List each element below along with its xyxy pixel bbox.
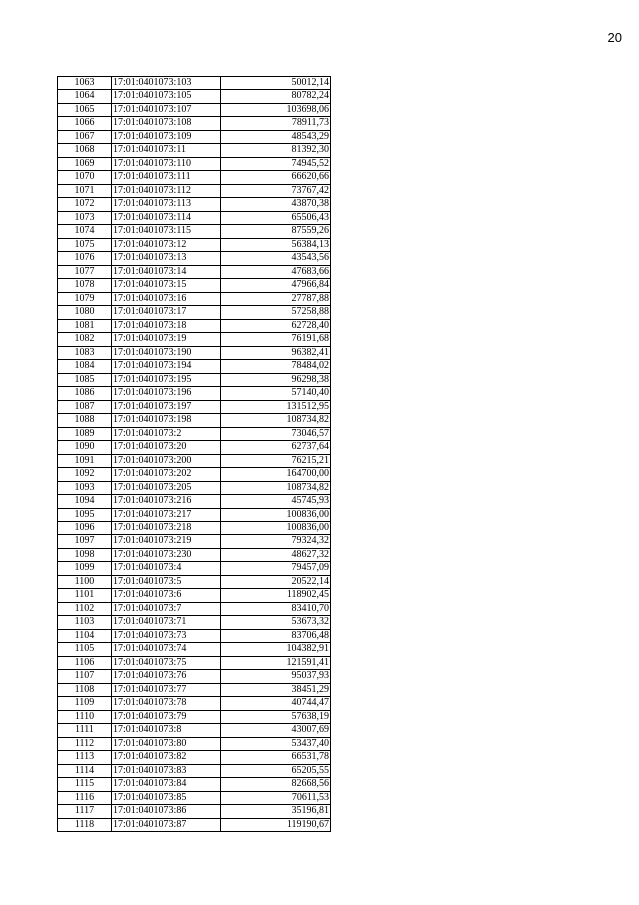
table-row [58, 171, 331, 184]
table-row [58, 225, 331, 238]
cadastral-value-cell: 83706,48 [221, 629, 331, 642]
cadastral-number-cell: 17:01:0401073:17 [112, 306, 221, 319]
row-number-cell: 1069 [58, 157, 112, 170]
cadastral-number-cell: 17:01:0401073:7 [112, 602, 221, 615]
row-number-cell: 1097 [58, 535, 112, 548]
cadastral-value-cell: 35196,81 [221, 805, 331, 818]
table-row [58, 454, 331, 467]
cadastral-value-cell: 48627,32 [221, 548, 331, 561]
cadastral-number-cell: 17:01:0401073:80 [112, 737, 221, 750]
cadastral-number-cell: 17:01:0401073:218 [112, 521, 221, 534]
cadastral-number-cell: 17:01:0401073:103 [112, 77, 221, 90]
row-number-cell: 1098 [58, 548, 112, 561]
cadastral-number-cell: 17:01:0401073:111 [112, 171, 221, 184]
table-row [58, 535, 331, 548]
cadastral-value-cell: 83410,70 [221, 602, 331, 615]
table-row [58, 818, 331, 831]
cadastral-value-cell: 43007,69 [221, 724, 331, 737]
row-number-cell: 1084 [58, 360, 112, 373]
table-row [58, 575, 331, 588]
cadastral-value-cell: 57140,40 [221, 387, 331, 400]
cadastral-number-cell: 17:01:0401073:202 [112, 468, 221, 481]
cadastral-value-cell: 66620,66 [221, 171, 331, 184]
cadastral-value-cell: 73767,42 [221, 184, 331, 197]
table-row [58, 211, 331, 224]
row-number-cell: 1107 [58, 670, 112, 683]
cadastral-value-cell: 100836,00 [221, 521, 331, 534]
table-row [58, 764, 331, 777]
row-number-cell: 1068 [58, 144, 112, 157]
row-number-cell: 1104 [58, 629, 112, 642]
cadastral-number-cell: 17:01:0401073:219 [112, 535, 221, 548]
cadastral-value-cell: 81392,30 [221, 144, 331, 157]
cadastral-number-cell: 17:01:0401073:78 [112, 697, 221, 710]
cadastral-number-cell: 17:01:0401073:110 [112, 157, 221, 170]
cadastral-number-cell: 17:01:0401073:2 [112, 427, 221, 440]
cadastral-number-cell: 17:01:0401073:76 [112, 670, 221, 683]
row-number-cell: 1078 [58, 279, 112, 292]
cadastral-number-cell: 17:01:0401073:198 [112, 414, 221, 427]
cadastral-value-cell: 47966,84 [221, 279, 331, 292]
table-row [58, 656, 331, 669]
row-number-cell: 1082 [58, 333, 112, 346]
cadastral-number-cell: 17:01:0401073:14 [112, 265, 221, 278]
table-row [58, 414, 331, 427]
row-number-cell: 1066 [58, 117, 112, 130]
cadastral-number-cell: 17:01:0401073:108 [112, 117, 221, 130]
cadastral-number-cell: 17:01:0401073:217 [112, 508, 221, 521]
cadastral-value-cell: 108734,82 [221, 481, 331, 494]
cadastral-value-cell: 43543,56 [221, 252, 331, 265]
row-number-cell: 1102 [58, 602, 112, 615]
table-row [58, 77, 331, 90]
cadastral-number-cell: 17:01:0401073:86 [112, 805, 221, 818]
row-number-cell: 1086 [58, 387, 112, 400]
cadastral-number-cell: 17:01:0401073:12 [112, 238, 221, 251]
table-row [58, 198, 331, 211]
row-number-cell: 1110 [58, 710, 112, 723]
cadastral-number-cell: 17:01:0401073:107 [112, 103, 221, 116]
row-number-cell: 1077 [58, 265, 112, 278]
table-row [58, 629, 331, 642]
cadastral-value-cell: 80782,24 [221, 90, 331, 103]
row-number-cell: 1092 [58, 468, 112, 481]
cadastral-value-cell: 74945,52 [221, 157, 331, 170]
row-number-cell: 1117 [58, 805, 112, 818]
row-number-cell: 1109 [58, 697, 112, 710]
cadastral-value-cell: 70611,53 [221, 791, 331, 804]
table-row [58, 238, 331, 251]
cadastral-number-cell: 17:01:0401073:195 [112, 373, 221, 386]
cadastral-value-cell: 95037,93 [221, 670, 331, 683]
cadastral-value-cell: 57638,19 [221, 710, 331, 723]
table-row [58, 157, 331, 170]
table-row [58, 292, 331, 305]
cadastral-value-cell: 56384,13 [221, 238, 331, 251]
cadastral-value-cell: 53437,40 [221, 737, 331, 750]
row-number-cell: 1114 [58, 764, 112, 777]
table-row [58, 306, 331, 319]
cadastral-value-cell: 62737,64 [221, 441, 331, 454]
row-number-cell: 1075 [58, 238, 112, 251]
cadastral-value-cell: 96382,41 [221, 346, 331, 359]
row-number-cell: 1090 [58, 441, 112, 454]
cadastral-value-cell: 40744,47 [221, 697, 331, 710]
page-number: 20 [607, 30, 622, 45]
row-number-cell: 1113 [58, 751, 112, 764]
cadastral-number-cell: 17:01:0401073:105 [112, 90, 221, 103]
row-number-cell: 1105 [58, 643, 112, 656]
cadastral-value-cell: 104382,91 [221, 643, 331, 656]
row-number-cell: 1093 [58, 481, 112, 494]
row-number-cell: 1096 [58, 521, 112, 534]
cadastral-value-cell: 62728,40 [221, 319, 331, 332]
cadastral-value-cell: 108734,82 [221, 414, 331, 427]
cadastral-number-cell: 17:01:0401073:85 [112, 791, 221, 804]
cadastral-value-cell: 65205,55 [221, 764, 331, 777]
cadastral-number-cell: 17:01:0401073:83 [112, 764, 221, 777]
table-row [58, 751, 331, 764]
table-row [58, 103, 331, 116]
cadastral-number-cell: 17:01:0401073:197 [112, 400, 221, 413]
table-row [58, 481, 331, 494]
table-row [58, 117, 331, 130]
cadastral-number-cell: 17:01:0401073:74 [112, 643, 221, 656]
cadastral-value-cell: 79457,09 [221, 562, 331, 575]
row-number-cell: 1065 [58, 103, 112, 116]
cadastral-value-cell: 47683,66 [221, 265, 331, 278]
table-row [58, 737, 331, 750]
row-number-cell: 1089 [58, 427, 112, 440]
cadastral-value-cell: 96298,38 [221, 373, 331, 386]
cadastral-value-cell: 43870,38 [221, 198, 331, 211]
row-number-cell: 1071 [58, 184, 112, 197]
row-number-cell: 1085 [58, 373, 112, 386]
cadastral-number-cell: 17:01:0401073:73 [112, 629, 221, 642]
row-number-cell: 1111 [58, 724, 112, 737]
row-number-cell: 1088 [58, 414, 112, 427]
table-row [58, 683, 331, 696]
row-number-cell: 1074 [58, 225, 112, 238]
cadastral-value-table [57, 76, 331, 832]
cadastral-number-cell: 17:01:0401073:216 [112, 495, 221, 508]
cadastral-number-cell: 17:01:0401073:200 [112, 454, 221, 467]
row-number-cell: 1079 [58, 292, 112, 305]
table-row [58, 468, 331, 481]
cadastral-value-cell: 78911,73 [221, 117, 331, 130]
cadastral-value-cell: 27787,88 [221, 292, 331, 305]
table-row [58, 265, 331, 278]
cadastral-number-cell: 17:01:0401073:20 [112, 441, 221, 454]
table-row [58, 90, 331, 103]
cadastral-number-cell: 17:01:0401073:6 [112, 589, 221, 602]
row-number-cell: 1099 [58, 562, 112, 575]
row-number-cell: 1106 [58, 656, 112, 669]
row-number-cell: 1067 [58, 130, 112, 143]
table-row [58, 252, 331, 265]
table-row [58, 441, 331, 454]
row-number-cell: 1108 [58, 683, 112, 696]
table-row [58, 400, 331, 413]
table-row [58, 710, 331, 723]
cadastral-value-cell: 48543,29 [221, 130, 331, 143]
cadastral-number-cell: 17:01:0401073:18 [112, 319, 221, 332]
row-number-cell: 1094 [58, 495, 112, 508]
cadastral-number-cell: 17:01:0401073:82 [112, 751, 221, 764]
table-row [58, 724, 331, 737]
cadastral-number-cell: 17:01:0401073:230 [112, 548, 221, 561]
cadastral-value-cell: 87559,26 [221, 225, 331, 238]
row-number-cell: 1101 [58, 589, 112, 602]
cadastral-value-cell: 103698,06 [221, 103, 331, 116]
cadastral-number-cell: 17:01:0401073:205 [112, 481, 221, 494]
row-number-cell: 1064 [58, 90, 112, 103]
row-number-cell: 1083 [58, 346, 112, 359]
cadastral-number-cell: 17:01:0401073:196 [112, 387, 221, 400]
row-number-cell: 1118 [58, 818, 112, 831]
cadastral-value-cell: 76191,68 [221, 333, 331, 346]
cadastral-value-cell: 76215,21 [221, 454, 331, 467]
row-number-cell: 1100 [58, 575, 112, 588]
cadastral-value-cell: 50012,14 [221, 77, 331, 90]
cadastral-number-cell: 17:01:0401073:11 [112, 144, 221, 157]
table-row [58, 670, 331, 683]
cadastral-number-cell: 17:01:0401073:190 [112, 346, 221, 359]
cadastral-value-cell: 53673,32 [221, 616, 331, 629]
table-row [58, 495, 331, 508]
cadastral-number-cell: 17:01:0401073:4 [112, 562, 221, 575]
cadastral-number-cell: 17:01:0401073:13 [112, 252, 221, 265]
cadastral-number-cell: 17:01:0401073:75 [112, 656, 221, 669]
cadastral-number-cell: 17:01:0401073:71 [112, 616, 221, 629]
table-row [58, 643, 331, 656]
table-row [58, 360, 331, 373]
cadastral-number-cell: 17:01:0401073:77 [112, 683, 221, 696]
row-number-cell: 1116 [58, 791, 112, 804]
table-row [58, 130, 331, 143]
table-body [58, 77, 331, 832]
cadastral-number-cell: 17:01:0401073:112 [112, 184, 221, 197]
table-row [58, 184, 331, 197]
row-number-cell: 1063 [58, 77, 112, 90]
table-row [58, 427, 331, 440]
table-row [58, 521, 331, 534]
row-number-cell: 1095 [58, 508, 112, 521]
cadastral-value-cell: 65506,43 [221, 211, 331, 224]
row-number-cell: 1091 [58, 454, 112, 467]
row-number-cell: 1070 [58, 171, 112, 184]
cadastral-number-cell: 17:01:0401073:114 [112, 211, 221, 224]
cadastral-value-cell: 38451,29 [221, 683, 331, 696]
cadastral-number-cell: 17:01:0401073:194 [112, 360, 221, 373]
cadastral-value-cell: 66531,78 [221, 751, 331, 764]
row-number-cell: 1115 [58, 778, 112, 791]
row-number-cell: 1080 [58, 306, 112, 319]
table-row [58, 589, 331, 602]
cadastral-number-cell: 17:01:0401073:16 [112, 292, 221, 305]
cadastral-value-cell: 82668,56 [221, 778, 331, 791]
table-row [58, 791, 331, 804]
cadastral-number-cell: 17:01:0401073:79 [112, 710, 221, 723]
row-number-cell: 1073 [58, 211, 112, 224]
table-row [58, 319, 331, 332]
cadastral-number-cell: 17:01:0401073:113 [112, 198, 221, 211]
cadastral-value-cell: 45745,93 [221, 495, 331, 508]
cadastral-number-cell: 17:01:0401073:87 [112, 818, 221, 831]
cadastral-value-cell: 164700,00 [221, 468, 331, 481]
table-row [58, 697, 331, 710]
table-row [58, 387, 331, 400]
cadastral-value-cell: 78484,02 [221, 360, 331, 373]
cadastral-number-cell: 17:01:0401073:109 [112, 130, 221, 143]
row-number-cell: 1076 [58, 252, 112, 265]
table-row [58, 508, 331, 521]
cadastral-value-cell: 131512,95 [221, 400, 331, 413]
cadastral-value-cell: 118902,45 [221, 589, 331, 602]
cadastral-number-cell: 17:01:0401073:19 [112, 333, 221, 346]
table-row [58, 616, 331, 629]
row-number-cell: 1081 [58, 319, 112, 332]
cadastral-value-cell: 20522,14 [221, 575, 331, 588]
table-row [58, 333, 331, 346]
table-row [58, 346, 331, 359]
row-number-cell: 1112 [58, 737, 112, 750]
table-row [58, 805, 331, 818]
row-number-cell: 1103 [58, 616, 112, 629]
cadastral-value-cell: 57258,88 [221, 306, 331, 319]
cadastral-number-cell: 17:01:0401073:8 [112, 724, 221, 737]
cadastral-number-cell: 17:01:0401073:5 [112, 575, 221, 588]
table-row [58, 562, 331, 575]
row-number-cell: 1072 [58, 198, 112, 211]
cadastral-value-cell: 73046,57 [221, 427, 331, 440]
cadastral-number-cell: 17:01:0401073:115 [112, 225, 221, 238]
cadastral-value-cell: 79324,32 [221, 535, 331, 548]
row-number-cell: 1087 [58, 400, 112, 413]
table-row [58, 548, 331, 561]
table-row [58, 279, 331, 292]
table-row [58, 144, 331, 157]
cadastral-value-cell: 100836,00 [221, 508, 331, 521]
cadastral-number-cell: 17:01:0401073:15 [112, 279, 221, 292]
cadastral-value-cell: 119190,67 [221, 818, 331, 831]
table-row [58, 602, 331, 615]
cadastral-number-cell: 17:01:0401073:84 [112, 778, 221, 791]
table-row [58, 778, 331, 791]
table-row [58, 373, 331, 386]
cadastral-value-cell: 121591,41 [221, 656, 331, 669]
